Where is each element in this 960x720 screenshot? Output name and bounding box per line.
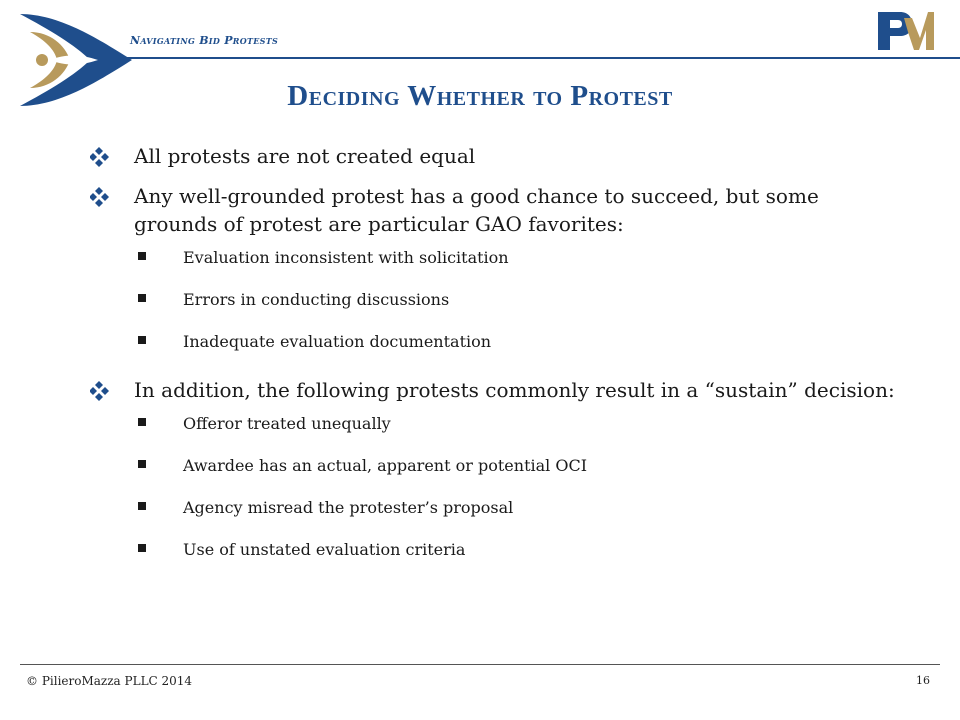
sub-bullet-text: Use of unstated evaluation criteria [183,540,466,559]
diamond-bullet-icon [90,376,114,404]
pilieromazza-logo [874,8,936,54]
sub-bullet-item [90,498,900,518]
bullet-item [90,376,900,404]
bullet-list [90,142,900,584]
sub-bullet-item [90,456,900,476]
square-bullet-icon [138,294,146,302]
sub-bullet-item [90,414,900,434]
copyright-text: © PilieroMazza PLLC 2014 [26,674,193,688]
sub-bullet-text: Agency misread the protester’s proposal [183,498,514,517]
sub-bullet-item [90,290,900,310]
header-section-title: Navigating Bid Protests [130,34,279,47]
header-divider [112,57,960,59]
bullet-item [90,182,900,238]
sub-bullet-text: Offeror treated unequally [183,414,391,433]
diamond-bullet-icon [90,142,114,170]
bullet-text: In addition, the following protests commonly result in a “sustain” decision: [134,378,895,402]
square-bullet-icon [138,252,146,260]
bullet-item [90,142,900,170]
slide-title: Deciding Whether to Protest [287,80,673,112]
sub-bullet-text: Errors in conducting discussions [183,290,450,309]
square-bullet-icon [138,418,146,426]
bullet-text: Any well-grounded protest has a good chance to succeed, but some grounds of protest are particular GAO favorites: [134,184,819,236]
square-bullet-icon [138,336,146,344]
square-bullet-icon [138,460,146,468]
page-number: 16 [916,674,930,687]
sub-bullet-text: Awardee has an actual, apparent or potential OCI [183,456,588,475]
sub-bullet-item [90,248,900,268]
square-bullet-icon [138,502,146,510]
diamond-bullet-icon [90,182,114,210]
bullet-text: All protests are not created equal [134,144,476,168]
sub-bullet-item [90,332,900,352]
square-bullet-icon [138,544,146,552]
sub-bullet-item [90,540,900,560]
sub-bullet-text: Inadequate evaluation documentation [183,332,492,351]
sub-bullet-text: Evaluation inconsistent with solicitation [183,248,509,267]
footer-divider [20,664,940,665]
